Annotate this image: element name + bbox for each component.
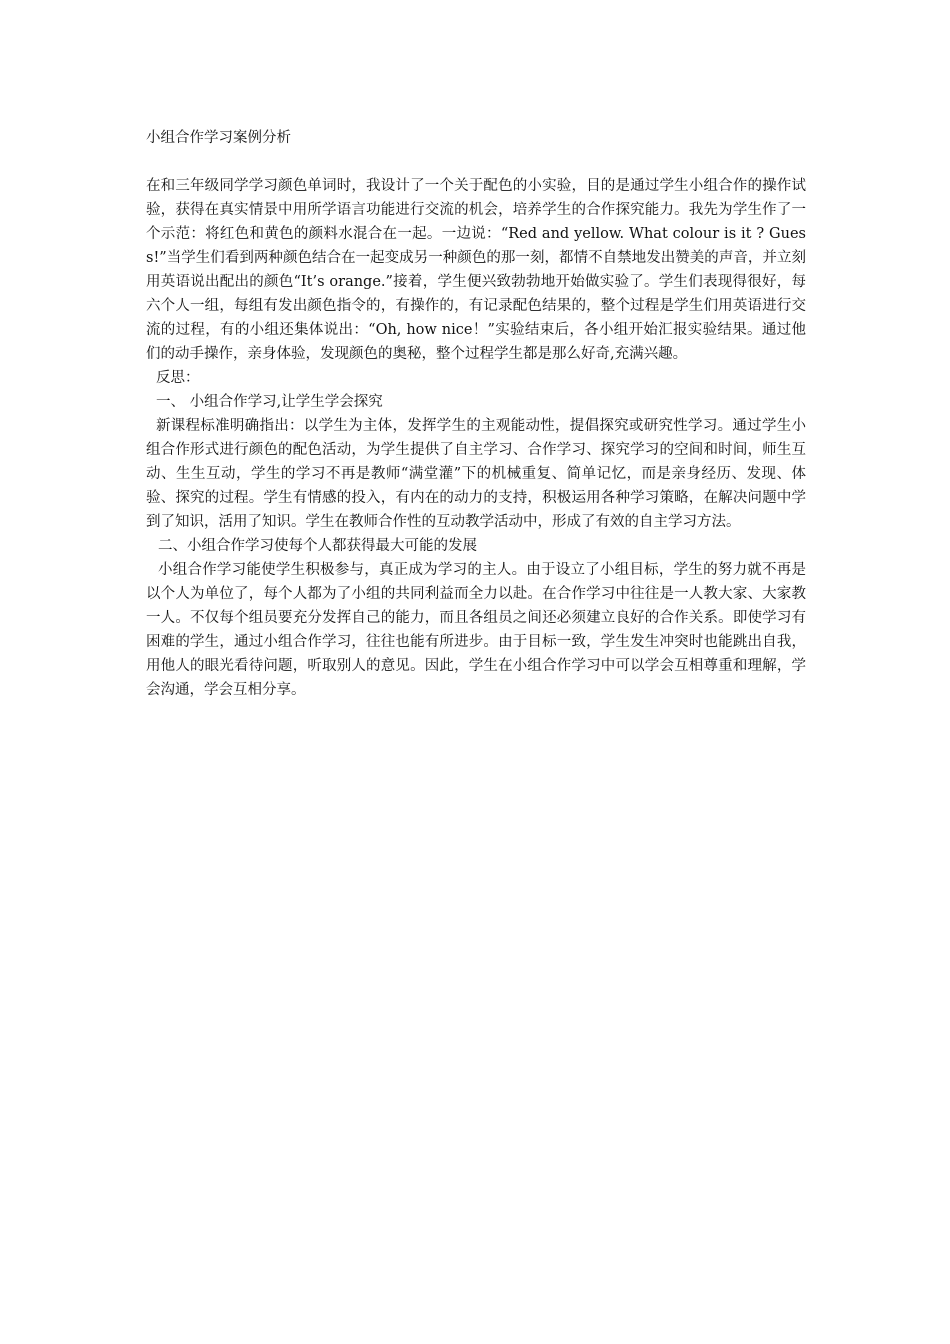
section-2-body: 小组合作学习能使学生积极参与，真正成为学习的主人。由于设立了小组目标，学生的努力就不再是以个人为单位了，每个人都为了小组的共同利益而全力以赴。在合作学习中往往是一人教大家、大家教一人。不仅每个组员要充分发挥自己的能力，而且各组员之间还必须建立良好的合作关系。即使学习有困难的学生，通过小组合作学习，往往也能有所进步。由于目标一致，学生发生冲突时也能跳出自我，用他人的眼光看待问题，听取别人的意见。因此，学生在小组合作学习中可以学会互相尊重和理解，学会沟通，学会互相分享。	[146, 562, 806, 698]
section-1-heading: 一、 小组合作学习,让学生学会探究	[156, 394, 383, 410]
section-1-body: 新课程标准明确指出：以学生为主体，发挥学生的主观能动性，提倡探究或研究性学习。通过学生小组合作形式进行颜色的配色活动，为学生提供了自主学习、合作学习、探究学习的空间和时间，师生互动、生生互动，学生的学习不再是教师“满堂灌”下的机械重复、简单记忆，而是亲身经历、发现、体验、探究的过程。学生有情感的投入，有内在的动力的支持，积极运用各种学习策略，在解决问题中学到了知识，活用了知识。学生在教师合作性的互动教学活动中，形成了有效的自主学习方法。	[146, 418, 806, 530]
document-title: 小组合作学习案例分析	[146, 130, 291, 146]
case-paragraph: 在和三年级同学学习颜色单词时，我设计了一个关于配色的小实验，目的是通过学生小组合作的操作试验，获得在真实情景中用所学语言功能进行交流的机会，培养学生的合作探究能力。我先为学生作了一个示范：将红色和黄色的颜料水混合在一起。一边说：“Red and yellow. What colour is it ? Guess!”当学生们看到两种颜色结合在一起变成另一种颜色的那一刻，都情不自禁地发出赞美的声音，并立刻用英语说出配出的颜色“It’s orange.”接着，学生便兴致勃勃地开始做实验了。学生们表现得很好，每六个人一组，每组有发出颜色指令的，有操作的，有记录配色结果的，整个过程是学生们用英语进行交流的过程，有的小组还集体说出：“Oh, how nice！”实验结束后，各小组开始汇报实验结果。通过他们的动手操作，亲身体验，发现颜色的奥秘，整个过程学生都是那么好奇,充满兴趣。	[146, 178, 806, 362]
document-body	[146, 128, 806, 702]
section-2-heading: 二、小组合作学习使每个人都获得最大可能的发展	[158, 538, 477, 554]
reflection-label: 反思：	[156, 370, 200, 386]
